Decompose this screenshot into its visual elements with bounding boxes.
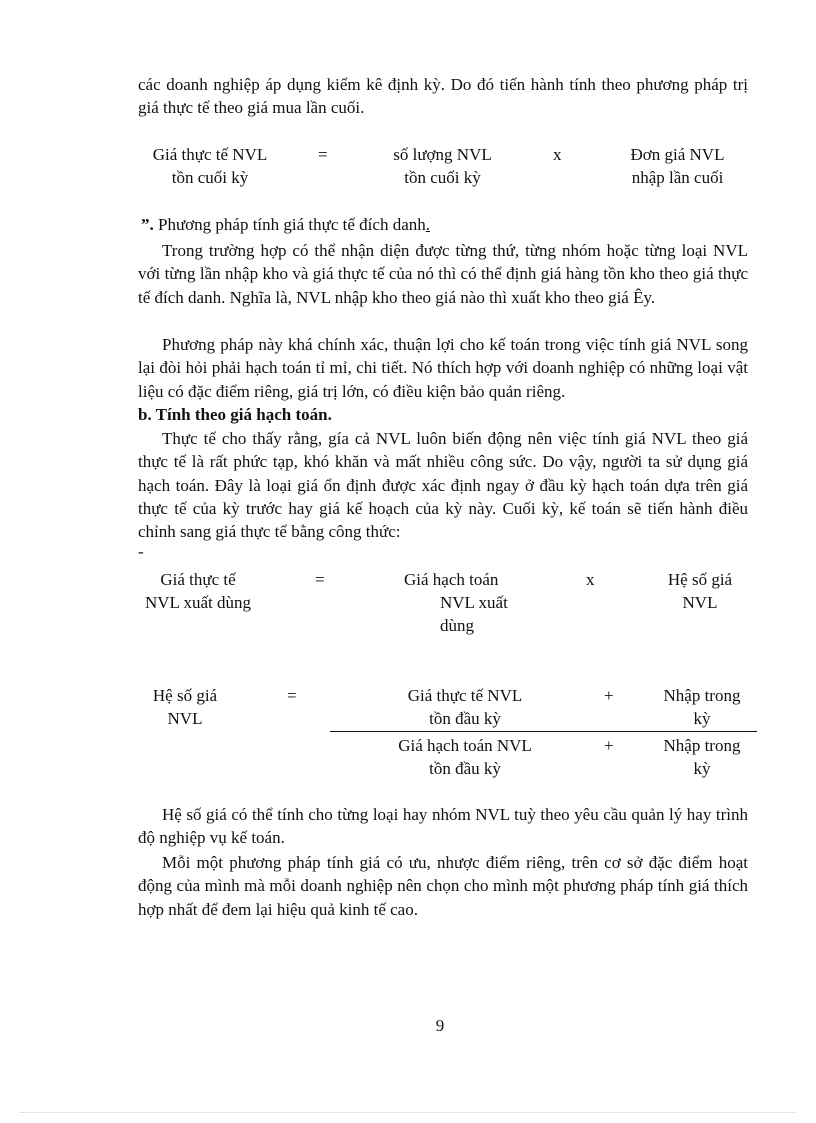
dash-mark: - <box>138 542 144 561</box>
formula2-times: x <box>586 570 595 589</box>
section-b-heading: b. Tính theo giá hạch toán. <box>138 405 332 424</box>
page-number: 9 <box>435 1016 445 1035</box>
formula3-denominator-plus: + <box>604 736 614 755</box>
formula3-numerator-plus: + <box>604 686 614 705</box>
intro-paragraph: các doanh nghiệp áp dụng kiểm kê định kỳ. Do đó tiến hành tính theo phương pháp trị giá thực tế theo giá mua lần cuối. <box>138 75 748 118</box>
page-edge-divider <box>20 1112 796 1113</box>
formula2-equals: = <box>315 570 325 589</box>
formula2-coefficient: Hệ số giá NVL <box>667 570 733 612</box>
formula1-times: x <box>553 145 562 164</box>
section-b-paragraph: Thực tế cho thấy rằng, gía cả NVL luôn biến động nên việc tính giá NVL theo giá thực tế là rất phức tạp, khó khăn và mất nhiều công sức. Do vậy, người ta sử dụng giá hạch toán. Đây là loại giá ổn định được xác định ngay ở đầu kỳ hạch toán dựa trên giá thực tế của kỳ trước hay giá kế hoạch của kỳ này. Cuối kỳ, kế toán sẽ tiến hành điều chỉnh sang giá thực tế bằng công thức: <box>138 429 748 542</box>
closing-paragraph-1: Hệ số giá có thể tính cho từng loại hay nhóm NVL tuỳ theo yêu cầu quản lý hay trình độ nghiệp vụ kế toán. <box>138 805 748 848</box>
formula2-accounting-price: Giá hạch toán NVL xuất dùng <box>404 570 508 635</box>
formula3-equals: = <box>287 686 297 705</box>
formula1-unit-price: Đơn giá NVL nhập lần cuối <box>630 145 725 187</box>
fraction-bar <box>330 731 757 732</box>
closing-paragraph-2: Mỗi một phương pháp tính giá có ưu, nhược điểm riêng, trên cơ sở đặc điểm hoạt động của mình mà mỗi doanh nghiệp nên chọn cho mình một phương pháp tính giá thích hợp nhất để đem lại hiệu quả kinh tế cao. <box>138 853 748 919</box>
formula3-numerator-term1: Giá thực tế NVL tồn đầu kỳ <box>407 686 523 728</box>
formula3-numerator-term2: Nhập trong kỳ <box>663 686 741 728</box>
formula2-lhs: Giá thực tế NVL xuất dùng <box>144 570 252 612</box>
specific-paragraph-2: Phương pháp này khá chính xác, thuận lợi cho kế toán trong việc tính giá NVL song lại đòi hỏi phải hạch toán tỉ mỉ, chi tiết. Nó thích hợp với doanh nghiệp có những loại vật liệu có đặc điểm riêng, giá trị lớn, có điều kiện bảo quản riêng. <box>138 335 748 401</box>
section-specific-title: ”. Phương pháp tính giá thực tế đích danh. <box>141 215 430 234</box>
specific-paragraph-1: Trong trường hợp có thể nhận diện được từng thứ, từng nhóm hoặc từng loại NVL với từng lần nhập kho và giá thực tế của nó thì có thể định giá hàng tồn kho theo giá thực tế đích danh. Nghĩa là, NVL nhập kho theo giá nào thì xuất kho theo giá Êy. <box>138 241 748 307</box>
formula3-denominator-term1: Giá hạch toán NVL tồn đầu kỳ <box>398 736 532 778</box>
formula1-equals: = <box>318 145 328 164</box>
formula1-lhs: Giá thực tế NVL tồn cuối kỳ <box>152 145 268 187</box>
formula3-lhs: Hệ số giá NVL <box>152 686 218 728</box>
formula3-denominator-term2: Nhập trong kỳ <box>663 736 741 778</box>
formula1-quantity: số lượng NVL tồn cuối kỳ <box>393 145 492 187</box>
